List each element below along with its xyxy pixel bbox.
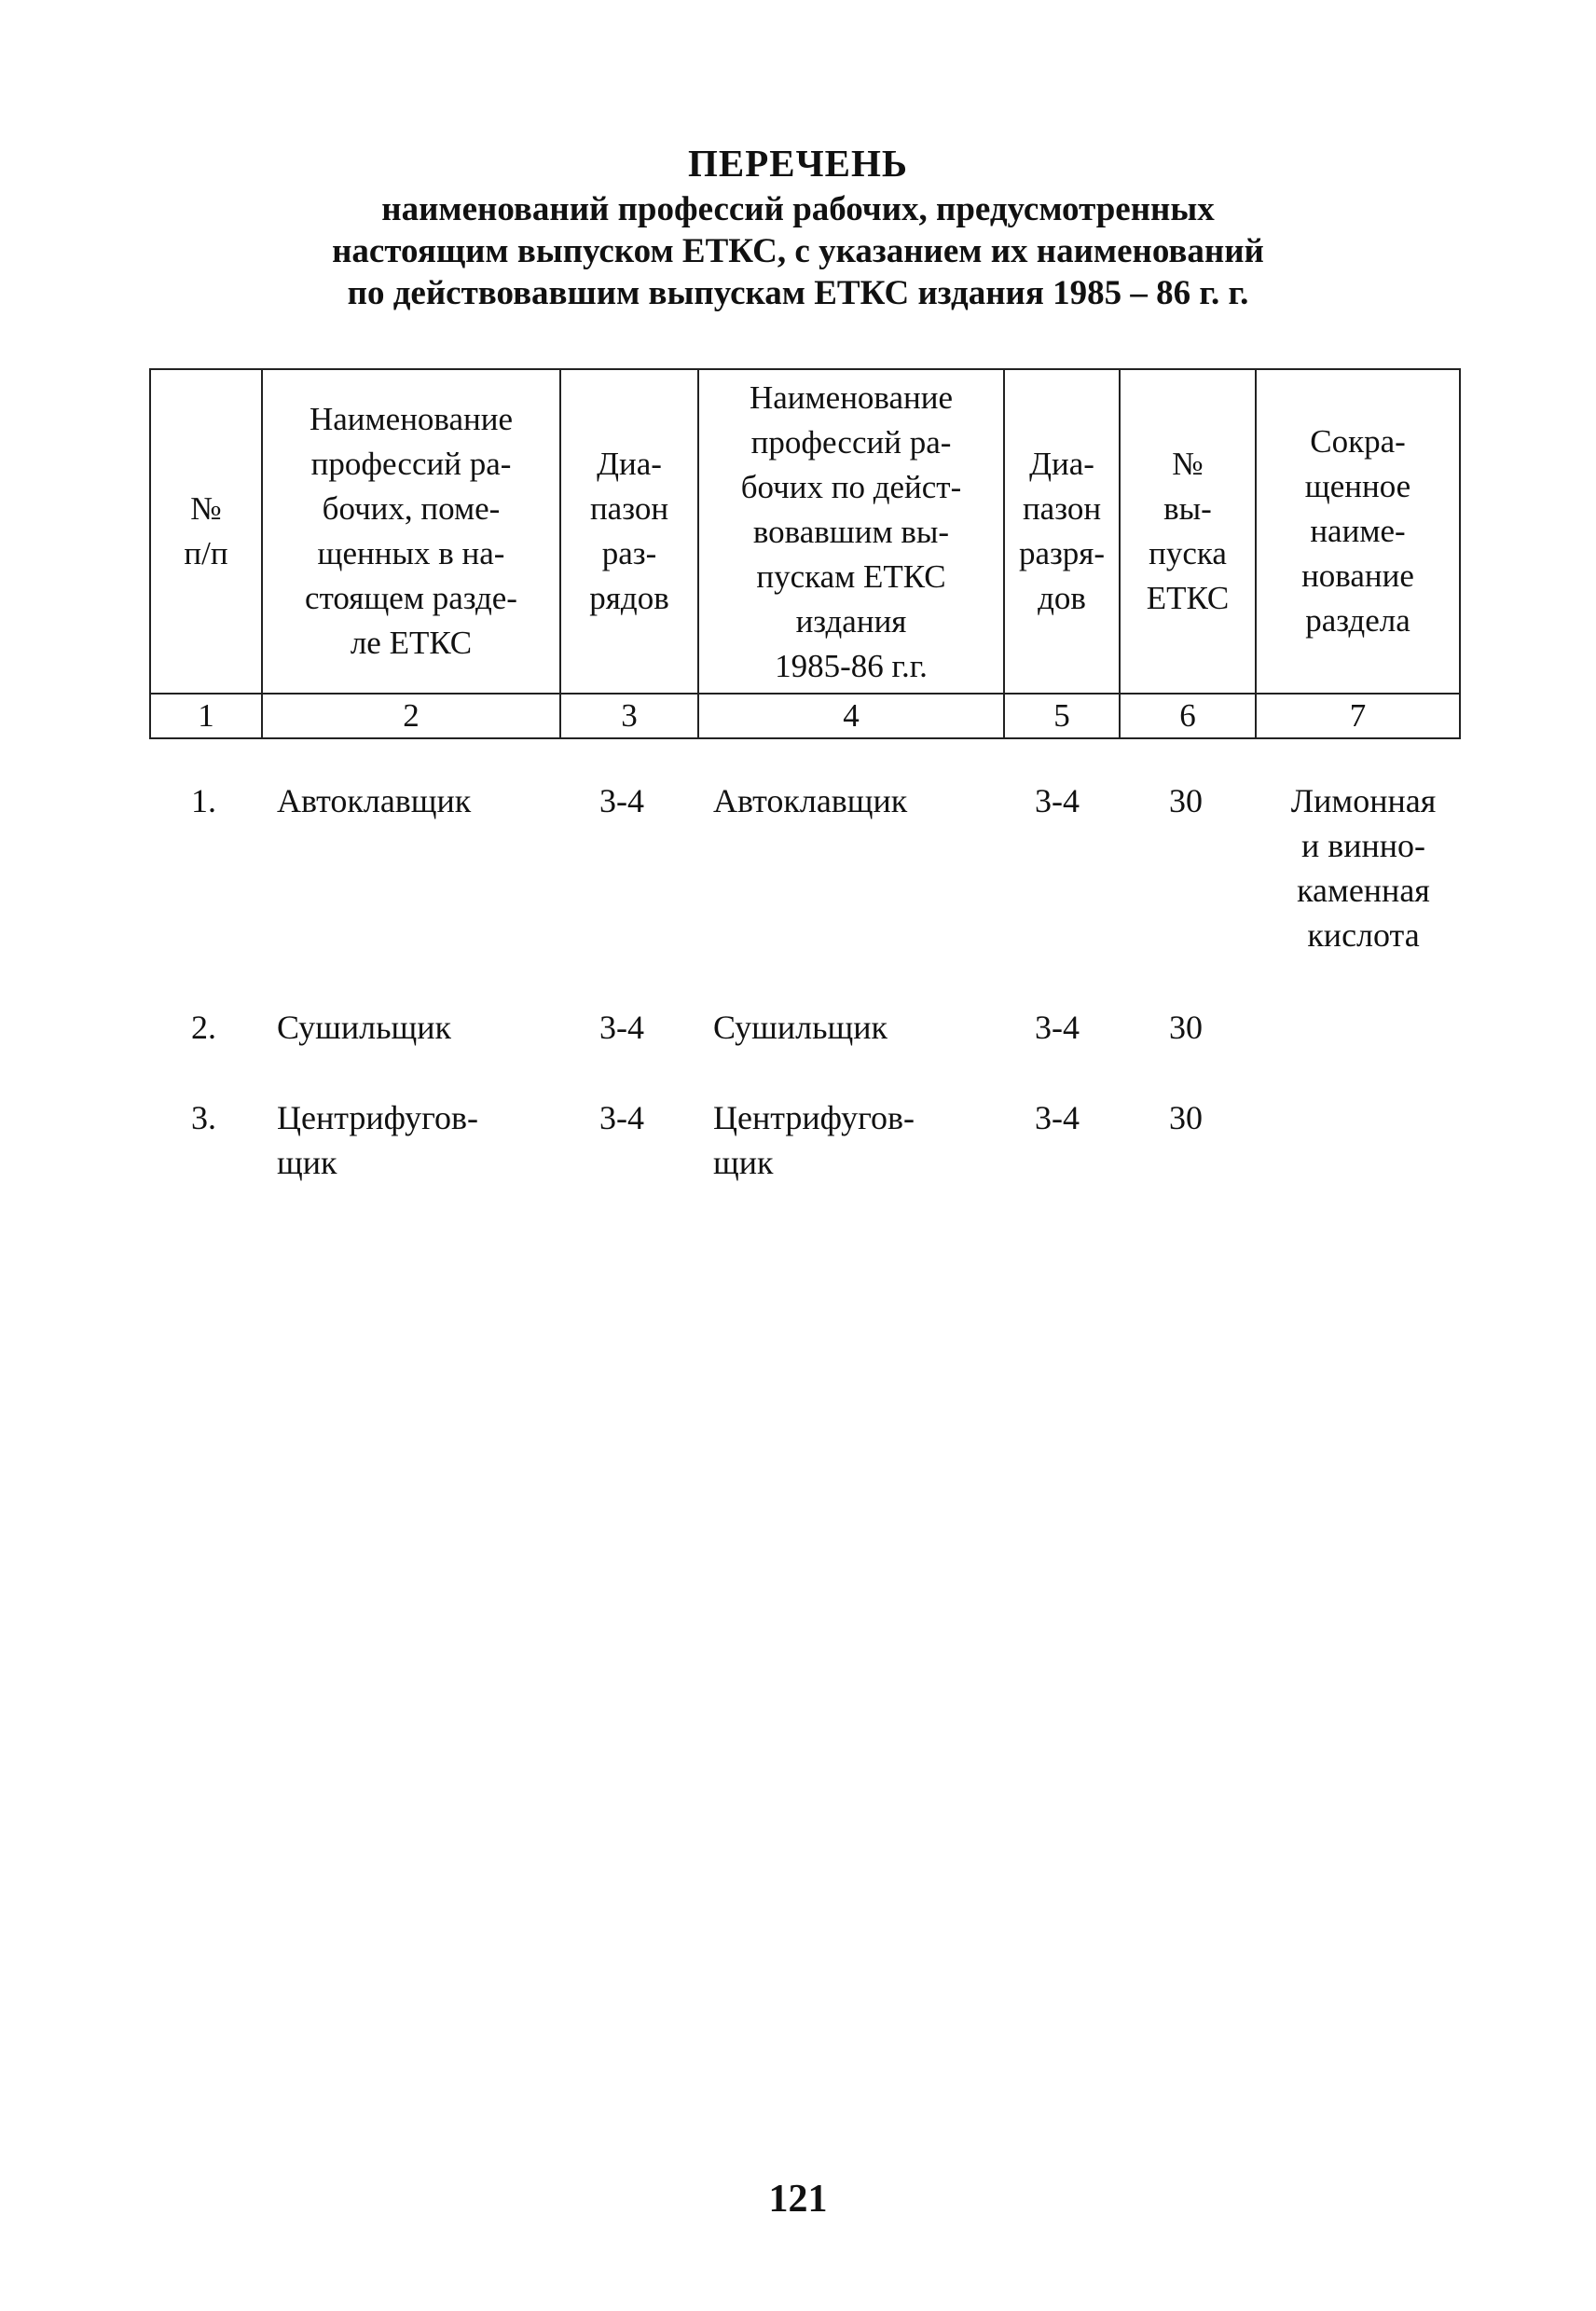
column-number: 7 [1256, 694, 1460, 738]
header-cell-old-profession: Наименование профессий ра- бочих по дейст- вовавшим вы- пускам ЕТКС издания 1985-86 г.г. [698, 369, 1004, 694]
column-number: 1 [150, 694, 262, 738]
issue-number: 30 [1169, 782, 1203, 819]
header-table [149, 368, 1461, 739]
header-cell-profession: Наименование профессий ра- бочих, поме- щенных в на- стоящем разде- ле ЕТКС [262, 369, 560, 694]
row-number: 2. [191, 1009, 216, 1046]
old-grade-range: 3-4 [1035, 782, 1080, 819]
title-block [0, 140, 1596, 314]
column-number: 3 [560, 694, 698, 738]
header-cell-section: Сокра- щенное наиме- нование раздела [1256, 369, 1460, 694]
column-number: 2 [262, 694, 560, 738]
old-profession-name: Центрифугов- щик [713, 1099, 915, 1181]
grade-range: 3-4 [599, 1099, 644, 1136]
old-grade-range: 3-4 [1035, 1099, 1080, 1136]
issue-number: 30 [1169, 1099, 1203, 1136]
header-cell-old-range: Диа- пазон разря- дов [1004, 369, 1120, 694]
subtitle-line-1: наименований профессий рабочих, предусмотренных [381, 190, 1215, 228]
profession-name: Автоклавщик [277, 782, 472, 819]
column-number: 4 [698, 694, 1004, 738]
column-number: 6 [1120, 694, 1256, 738]
subtitle-line-2: настоящим выпуском ЕТКС, с указанием их наименований [332, 232, 1264, 270]
issue-number: 30 [1169, 1009, 1203, 1046]
column-number: 5 [1004, 694, 1120, 738]
document-title: ПЕРЕЧЕНЬ [687, 142, 909, 185]
old-profession-name: Сушильщик [713, 1009, 887, 1046]
grade-range: 3-4 [599, 782, 644, 819]
profession-name: Центрифугов- щик [277, 1099, 478, 1181]
page-number: 121 [768, 2178, 828, 2221]
grade-range: 3-4 [599, 1009, 644, 1046]
profession-name: Сушильщик [277, 1009, 451, 1046]
row-number: 1. [191, 782, 216, 819]
header-cell-issue: № вы- пуска ЕТКС [1120, 369, 1256, 694]
subtitle-line-3: по действовавшим выпускам ЕТКС издания 1985 – 86 г. г. [347, 274, 1249, 312]
old-profession-name: Автоклавщик [713, 782, 908, 819]
header-cell-range: Диа- пазон раз- рядов [560, 369, 698, 694]
row-number: 3. [191, 1099, 216, 1136]
header-row [150, 369, 1460, 694]
section-name: Лимонная и винно- каменная кислота [1290, 782, 1437, 954]
column-number-row [150, 694, 1460, 738]
old-grade-range: 3-4 [1035, 1009, 1080, 1046]
header-cell-number: № п/п [150, 369, 262, 694]
